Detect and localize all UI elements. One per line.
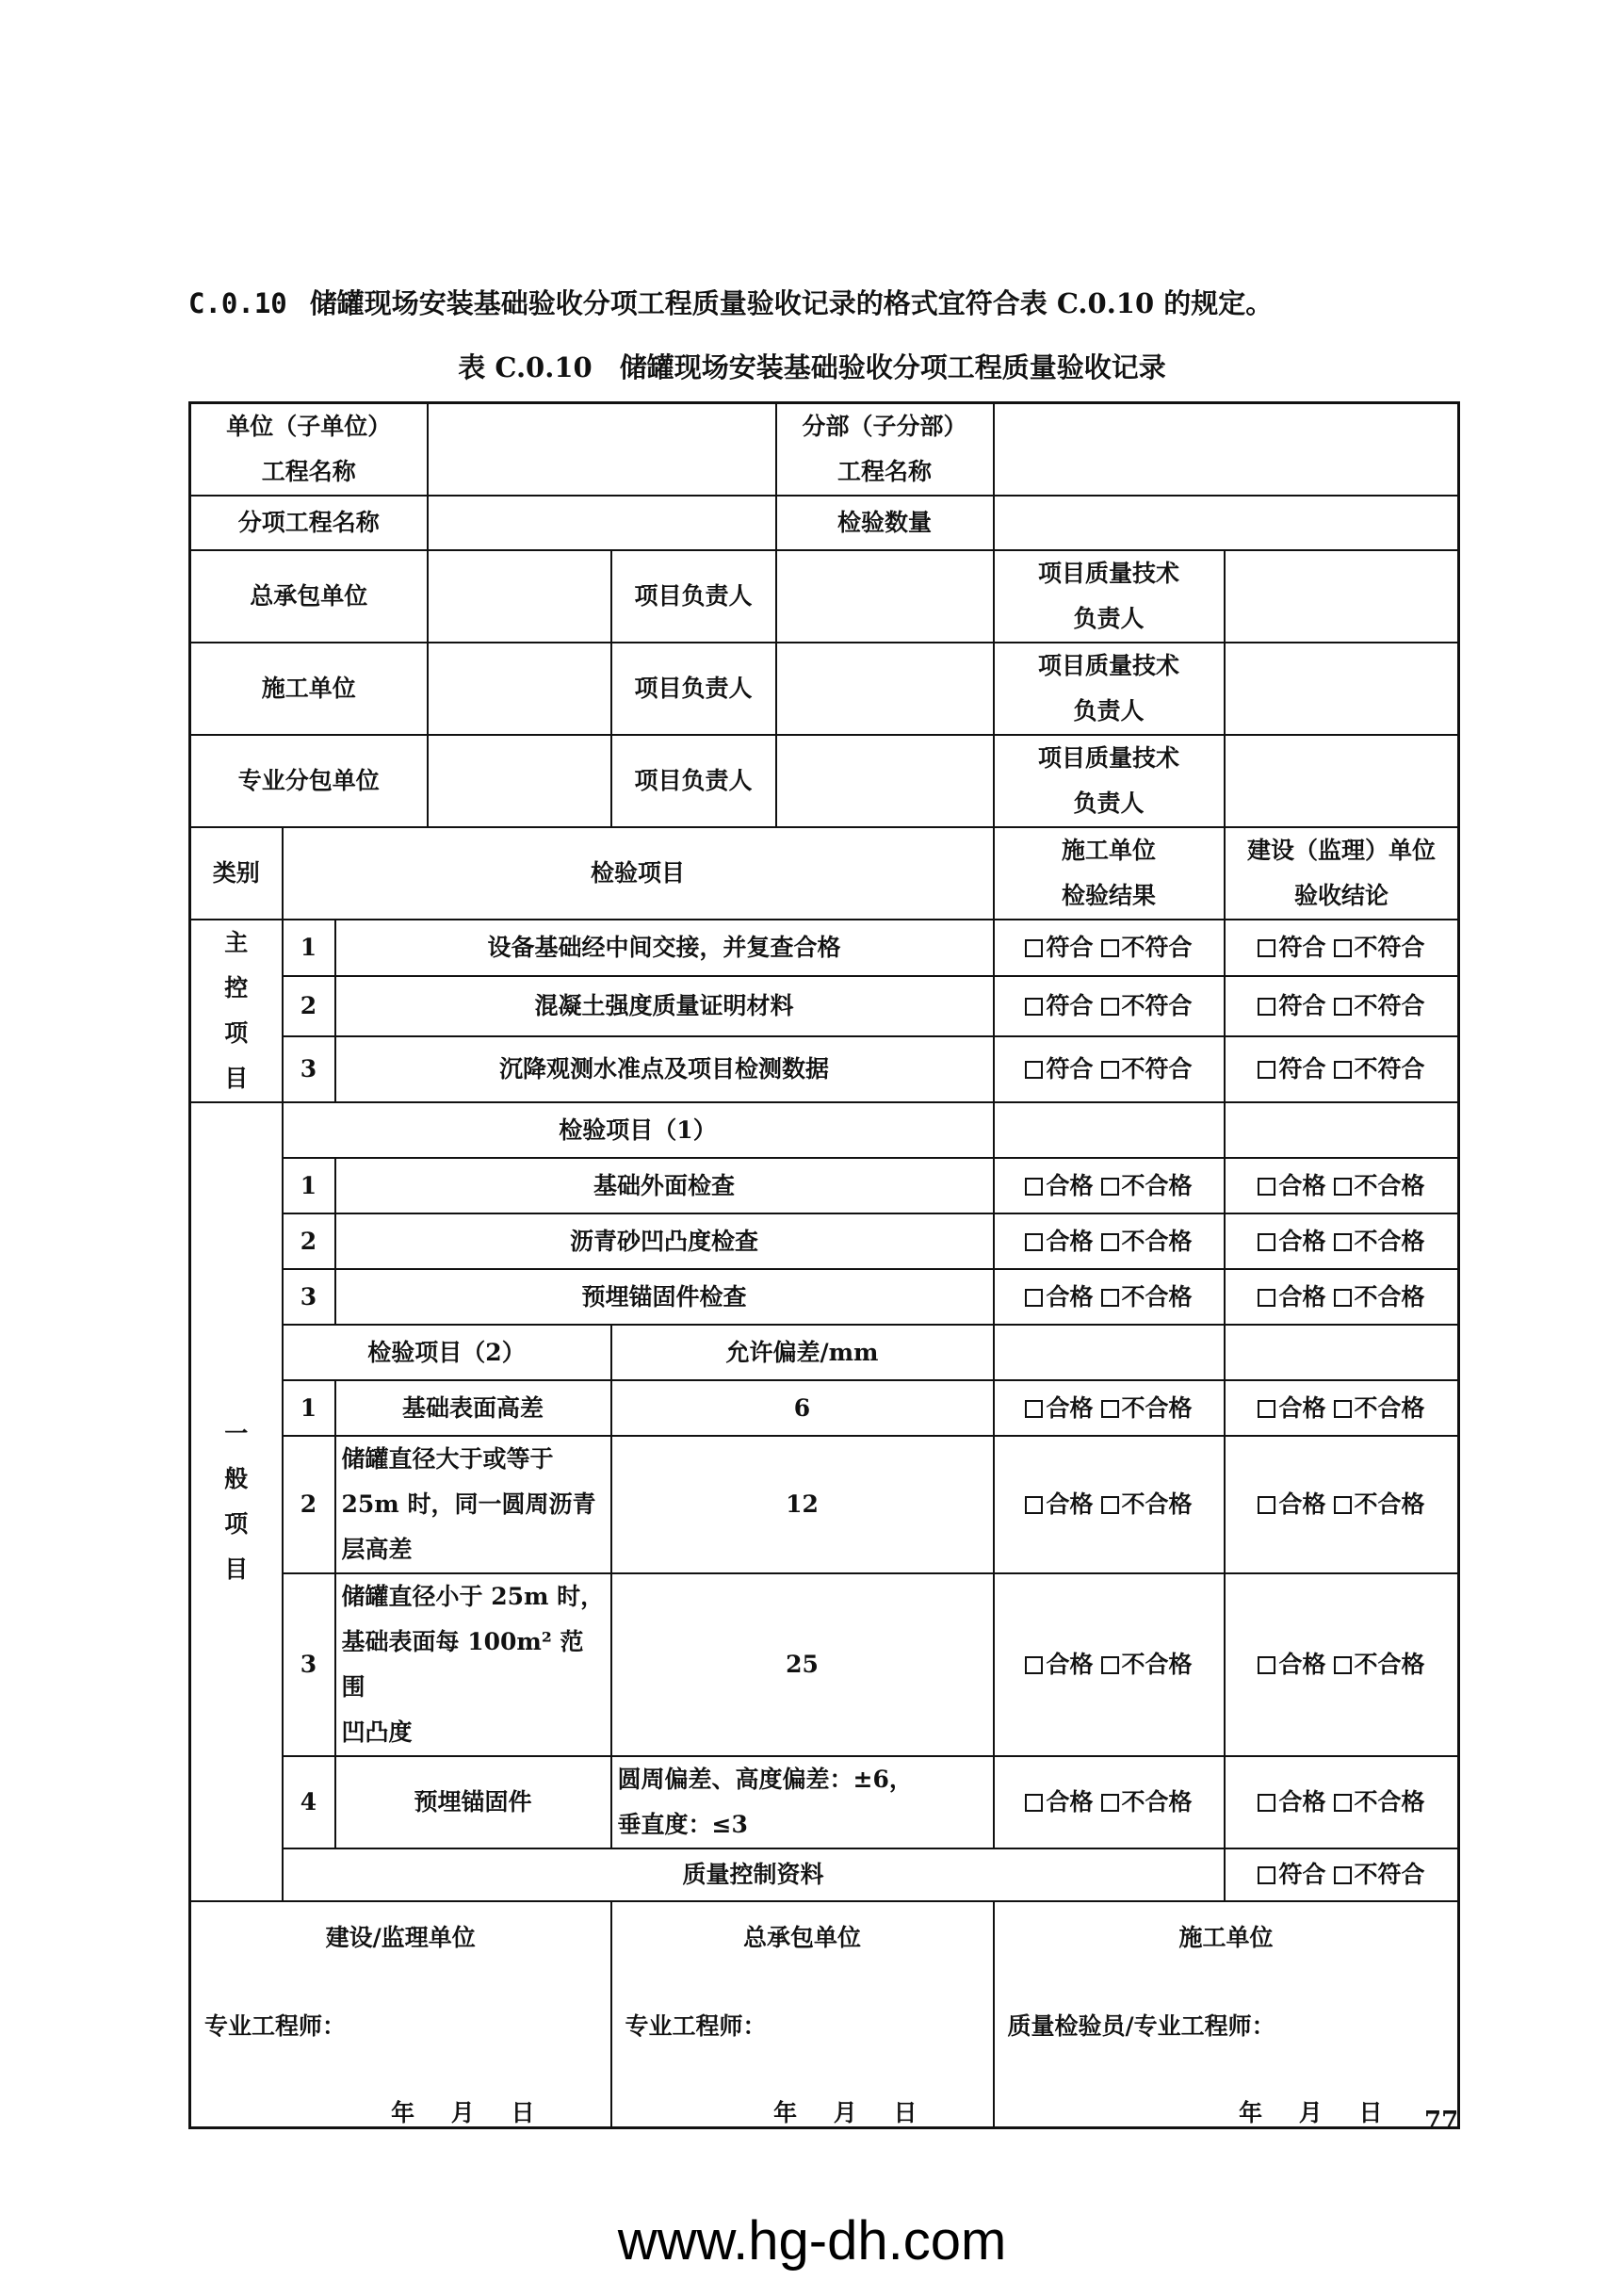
general-item-conclusion — [1225, 1269, 1459, 1325]
not-conform-checkbox[interactable] — [1334, 1866, 1352, 1884]
general-contractor-qt-label: 项目质量技术 负责人 — [994, 550, 1225, 643]
not-qualified-checkbox-label: 不合格 — [1354, 1651, 1425, 1678]
general-item-no: 3 — [283, 1269, 335, 1325]
general-item-result — [994, 1756, 1225, 1848]
specialty-subcontractor-qt-value[interactable] — [1225, 735, 1459, 827]
group1-title: 检验项目（1） — [283, 1102, 994, 1158]
not-qualified-checkbox-label: 不合格 — [1354, 1227, 1425, 1255]
qualified-checkbox-label: 合格 — [1278, 1490, 1326, 1518]
division-project-name-value[interactable] — [994, 403, 1459, 497]
signature-unit: 总承包单位 — [742, 1924, 861, 1951]
not-conform-checkbox[interactable] — [1334, 998, 1352, 1016]
signature-date: 年 月 日 — [773, 2099, 918, 2126]
not-conform-checkbox-label: 不符合 — [1121, 1054, 1193, 1083]
main-item-conclusion — [1225, 1036, 1459, 1102]
clause-number: C.0.10 — [188, 287, 287, 319]
qualified-checkbox[interactable] — [1258, 1656, 1275, 1674]
qualified-checkbox[interactable] — [1258, 1289, 1275, 1307]
general-contractor-qt-value[interactable] — [1225, 550, 1459, 643]
not-qualified-checkbox[interactable] — [1101, 1656, 1119, 1674]
main-item-result — [994, 920, 1225, 976]
not-qualified-checkbox[interactable] — [1334, 1233, 1352, 1251]
main-item-no: 3 — [283, 1036, 335, 1102]
not-conform-checkbox-label: 不符合 — [1354, 933, 1425, 961]
signature-supervision — [190, 1901, 611, 2127]
general-item-result — [994, 1436, 1225, 1573]
not-qualified-checkbox[interactable] — [1334, 1400, 1352, 1418]
not-conform-checkbox[interactable] — [1334, 1061, 1352, 1079]
not-qualified-checkbox-label: 不合格 — [1121, 1171, 1193, 1199]
group2-title: 检验项目（2） — [283, 1325, 611, 1380]
qualified-checkbox[interactable] — [1025, 1289, 1043, 1307]
main-item-text: 混凝土强度质量证明材料 — [335, 976, 994, 1036]
general-item-no: 1 — [283, 1158, 335, 1213]
general-item-text: 预埋锚固件 — [335, 1756, 611, 1848]
supervision-conclusion-header: 建设（监理）单位 验收结论 — [1225, 827, 1459, 920]
specialty-subcontractor-pm-value[interactable] — [776, 735, 994, 827]
not-qualified-checkbox-label: 不合格 — [1121, 1227, 1193, 1255]
not-qualified-checkbox[interactable] — [1101, 1794, 1119, 1812]
construction-unit-value[interactable] — [428, 643, 611, 735]
not-conform-checkbox[interactable] — [1101, 1061, 1119, 1079]
subitem-name-value[interactable] — [428, 496, 776, 550]
specialty-subcontractor-pm-label: 项目负责人 — [611, 735, 776, 827]
not-qualified-checkbox[interactable] — [1334, 1178, 1352, 1196]
qualified-checkbox-label: 合格 — [1046, 1651, 1094, 1678]
group2-result-blank — [994, 1325, 1225, 1380]
conform-checkbox[interactable] — [1258, 1061, 1275, 1079]
general-item-no: 3 — [283, 1573, 335, 1756]
general-item-conclusion — [1225, 1756, 1459, 1848]
not-qualified-checkbox-label: 不合格 — [1121, 1490, 1193, 1518]
conform-checkbox-label: 符合 — [1278, 1054, 1326, 1083]
conform-checkbox-label: 符合 — [1278, 991, 1326, 1019]
qualified-checkbox-label: 合格 — [1278, 1227, 1326, 1255]
main-item-conclusion — [1225, 976, 1459, 1036]
signature-role: 专业工程师： — [625, 2012, 767, 2040]
qualified-checkbox-label: 合格 — [1046, 1171, 1094, 1199]
inspection-qty-value[interactable] — [994, 496, 1459, 550]
construction-unit-qt-label: 项目质量技术 负责人 — [994, 643, 1225, 735]
general-item-no: 4 — [283, 1756, 335, 1848]
general-contractor-label: 总承包单位 — [190, 550, 428, 643]
qualified-checkbox-label: 合格 — [1278, 1171, 1326, 1199]
conform-checkbox-label: 符合 — [1046, 991, 1094, 1019]
qualified-checkbox[interactable] — [1025, 1794, 1043, 1812]
general-item-text: 预埋锚固件检查 — [335, 1269, 994, 1325]
signature-role: 专业工程师： — [204, 2012, 347, 2040]
subitem-name-label: 分项工程名称 — [190, 496, 428, 550]
main-item-no: 1 — [283, 920, 335, 976]
main-item-conclusion — [1225, 920, 1459, 976]
general-contractor-pm-value[interactable] — [776, 550, 994, 643]
qualified-checkbox-label: 合格 — [1278, 1788, 1326, 1816]
quality-control-data-label: 质量控制资料 — [283, 1848, 1225, 1901]
general-item-tolerance: 12 — [611, 1436, 994, 1573]
general-item-result — [994, 1380, 1225, 1436]
signature-date: 年 月 日 — [391, 2099, 535, 2126]
category-header: 类别 — [190, 827, 283, 920]
qualified-checkbox-label: 合格 — [1046, 1393, 1094, 1422]
general-item-text: 基础表面高差 — [335, 1380, 611, 1436]
qualified-checkbox[interactable] — [1258, 1496, 1275, 1514]
general-item-result — [994, 1158, 1225, 1213]
general-item-text: 储罐直径小于 25m 时， 基础表面每 100m² 范围 凹凸度 — [335, 1573, 611, 1756]
general-item-tolerance: 6 — [611, 1380, 994, 1436]
qualified-checkbox[interactable] — [1258, 1400, 1275, 1418]
not-conform-checkbox[interactable] — [1334, 939, 1352, 957]
watermark-url: www.hg-dh.com — [617, 2210, 1007, 2272]
unit-project-name-value[interactable] — [428, 403, 776, 497]
group2-conclusion-blank — [1225, 1325, 1459, 1380]
clause-text — [188, 283, 1451, 321]
signature-role: 质量检验员/专业工程师： — [1007, 2012, 1275, 2040]
not-qualified-checkbox-label: 不合格 — [1354, 1788, 1425, 1816]
conform-checkbox-label: 符合 — [1046, 1054, 1094, 1083]
not-conform-checkbox-label: 不符合 — [1121, 933, 1193, 961]
group1-result-blank — [994, 1102, 1225, 1158]
general-item-conclusion — [1225, 1213, 1459, 1269]
group1-conclusion-blank — [1225, 1102, 1459, 1158]
qualified-checkbox-label: 合格 — [1046, 1490, 1094, 1518]
not-conform-checkbox-label: 不符合 — [1354, 991, 1425, 1019]
qualified-checkbox[interactable] — [1025, 1233, 1043, 1251]
main-item-text: 设备基础经中间交接，并复查合格 — [335, 920, 994, 976]
qualified-checkbox[interactable] — [1258, 1178, 1275, 1196]
qualified-checkbox[interactable] — [1258, 1233, 1275, 1251]
general-contractor-pm-label: 项目负责人 — [611, 550, 776, 643]
main-item-result — [994, 976, 1225, 1036]
construction-result-header: 施工单位 检验结果 — [994, 827, 1225, 920]
general-item-tolerance: 圆周偏差、高度偏差：±6， 垂直度：≤3 — [611, 1756, 994, 1848]
not-conform-checkbox-label: 不符合 — [1354, 1054, 1425, 1083]
general-item-conclusion — [1225, 1573, 1459, 1756]
qualified-checkbox-label: 合格 — [1046, 1282, 1094, 1311]
main-item-text: 沉降观测水准点及项目检测数据 — [335, 1036, 994, 1102]
not-qualified-checkbox[interactable] — [1334, 1656, 1352, 1674]
conform-checkbox[interactable] — [1258, 998, 1275, 1016]
construction-unit-label: 施工单位 — [190, 643, 428, 735]
clause-body: 储罐现场安装基础验收分项工程质量验收记录的格式宜符合表 C.0.10 的规定。 — [309, 287, 1274, 319]
qualified-checkbox-label: 合格 — [1046, 1788, 1094, 1816]
not-qualified-checkbox[interactable] — [1101, 1233, 1119, 1251]
page-number: 77 — [1424, 2107, 1459, 2135]
conform-checkbox[interactable] — [1258, 1866, 1275, 1884]
general-item-text: 基础外面检查 — [335, 1158, 994, 1213]
specialty-subcontractor-qt-label: 项目质量技术 负责人 — [994, 735, 1225, 827]
general-item-no: 1 — [283, 1380, 335, 1436]
not-qualified-checkbox[interactable] — [1101, 1496, 1119, 1514]
general-contractor-value[interactable] — [428, 550, 611, 643]
not-qualified-checkbox-label: 不合格 — [1354, 1282, 1425, 1311]
not-conform-checkbox[interactable] — [1101, 939, 1119, 957]
signature-unit: 施工单位 — [1178, 1924, 1274, 1951]
quality-control-result — [1225, 1848, 1459, 1901]
not-qualified-checkbox[interactable] — [1101, 1289, 1119, 1307]
conform-checkbox[interactable] — [1025, 939, 1043, 957]
inspection-qty-label: 检验数量 — [776, 496, 994, 550]
qualified-checkbox-label: 合格 — [1278, 1393, 1326, 1422]
not-qualified-checkbox-label: 不合格 — [1354, 1171, 1425, 1199]
not-qualified-checkbox[interactable] — [1101, 1400, 1119, 1418]
not-qualified-checkbox[interactable] — [1101, 1178, 1119, 1196]
qualified-checkbox[interactable] — [1025, 1400, 1043, 1418]
construction-unit-qt-value[interactable] — [1225, 643, 1459, 735]
general-item-conclusion — [1225, 1436, 1459, 1573]
general-item-result — [994, 1573, 1225, 1756]
not-conform-checkbox-label: 不符合 — [1354, 1861, 1425, 1888]
conform-checkbox[interactable] — [1258, 939, 1275, 957]
not-qualified-checkbox[interactable] — [1334, 1289, 1352, 1307]
signature-unit: 建设/监理单位 — [325, 1924, 476, 1951]
main-item-no: 2 — [283, 976, 335, 1036]
conform-checkbox-label: 符合 — [1278, 1861, 1326, 1888]
general-item-text: 储罐直径大于或等于 25m 时，同一圆周沥青 层高差 — [335, 1436, 611, 1573]
qualified-checkbox-label: 合格 — [1278, 1282, 1326, 1311]
construction-unit-pm-label: 项目负责人 — [611, 643, 776, 735]
general-item-conclusion — [1225, 1380, 1459, 1436]
division-project-name-label: 分部（子分部） 工程名称 — [776, 403, 994, 497]
not-qualified-checkbox[interactable] — [1334, 1496, 1352, 1514]
general-item-text: 沥青砂凹凸度检查 — [335, 1213, 994, 1269]
conform-checkbox-label: 符合 — [1278, 933, 1326, 961]
qualified-checkbox-label: 合格 — [1278, 1651, 1326, 1678]
conform-checkbox[interactable] — [1025, 1061, 1043, 1079]
signature-general-contractor — [611, 1901, 994, 2127]
conform-checkbox-label: 符合 — [1046, 933, 1094, 961]
unit-project-name-label: 单位（子单位） 工程名称 — [190, 403, 428, 497]
qualified-checkbox[interactable] — [1025, 1178, 1043, 1196]
specialty-subcontractor-value[interactable] — [428, 735, 611, 827]
qualified-checkbox[interactable] — [1025, 1656, 1043, 1674]
main-control-category: 主 控 项 目 — [190, 920, 283, 1102]
not-qualified-checkbox-label: 不合格 — [1354, 1393, 1425, 1422]
not-conform-checkbox-label: 不符合 — [1121, 991, 1193, 1019]
not-conform-checkbox[interactable] — [1101, 998, 1119, 1016]
specialty-subcontractor-label: 专业分包单位 — [190, 735, 428, 827]
signature-date: 年 月 日 — [1239, 2099, 1383, 2126]
general-item-no: 2 — [283, 1213, 335, 1269]
not-qualified-checkbox-label: 不合格 — [1354, 1490, 1425, 1518]
construction-unit-pm-value[interactable] — [776, 643, 994, 735]
group2-tolerance-title: 允许偏差/mm — [611, 1325, 994, 1380]
inspection-items-header: 检验项目 — [283, 827, 994, 920]
qualified-checkbox[interactable] — [1258, 1794, 1275, 1812]
signature-construction-unit — [994, 1901, 1459, 2127]
not-qualified-checkbox-label: 不合格 — [1121, 1282, 1193, 1311]
qualified-checkbox[interactable] — [1025, 1496, 1043, 1514]
conform-checkbox[interactable] — [1025, 998, 1043, 1016]
table-title: 表 C.0.10 储罐现场安装基础验收分项工程质量验收记录 — [458, 351, 1166, 383]
qualified-checkbox-label: 合格 — [1046, 1227, 1094, 1255]
not-qualified-checkbox-label: 不合格 — [1121, 1651, 1193, 1678]
general-item-result — [994, 1269, 1225, 1325]
not-qualified-checkbox-label: 不合格 — [1121, 1393, 1193, 1422]
general-item-no: 2 — [283, 1436, 335, 1573]
main-item-result — [994, 1036, 1225, 1102]
general-item-result — [994, 1213, 1225, 1269]
not-qualified-checkbox-label: 不合格 — [1121, 1788, 1193, 1816]
general-category: 一 般 项 目 — [190, 1102, 283, 1901]
acceptance-record-table — [188, 401, 1460, 2129]
not-qualified-checkbox[interactable] — [1334, 1794, 1352, 1812]
general-item-conclusion — [1225, 1158, 1459, 1213]
general-item-tolerance: 25 — [611, 1573, 994, 1756]
